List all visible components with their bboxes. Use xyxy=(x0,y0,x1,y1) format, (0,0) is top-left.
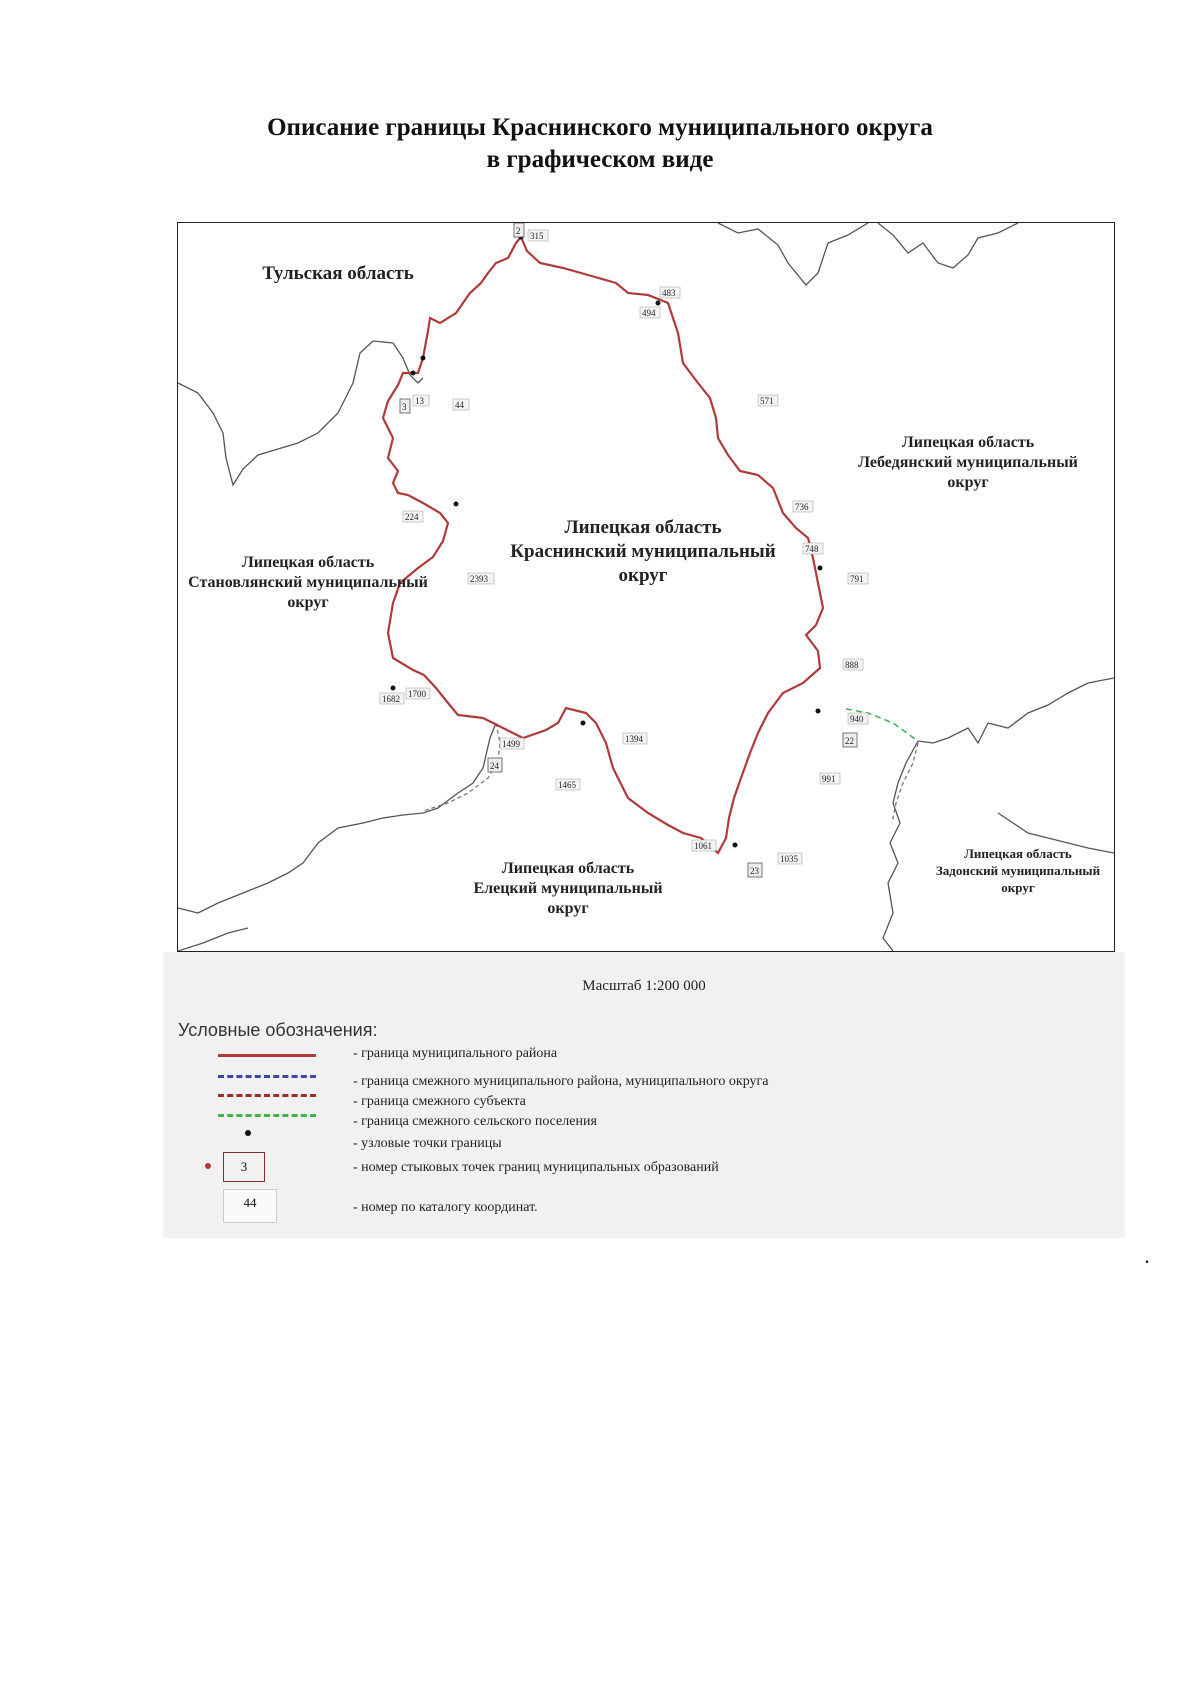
catalog-label xyxy=(380,693,404,704)
region-line: округ xyxy=(287,594,329,611)
legend-symbol-municipal-border xyxy=(218,1054,316,1057)
svg-text:315: 315 xyxy=(530,231,544,241)
svg-text:571: 571 xyxy=(760,396,774,406)
base-line-south-2 xyxy=(178,928,248,951)
page-title xyxy=(0,112,1200,176)
svg-text:1700: 1700 xyxy=(408,689,426,699)
legend-symbol-node-point xyxy=(245,1130,251,1136)
catalog-label xyxy=(848,713,868,724)
node-point xyxy=(391,686,396,691)
svg-text:940: 940 xyxy=(850,714,864,724)
catalog-label xyxy=(528,230,548,241)
svg-text:1499: 1499 xyxy=(502,739,520,749)
sample-junction-number: 3 xyxy=(240,1159,248,1174)
trailing-mark: . xyxy=(1145,1250,1149,1267)
legend-symbol-adjacent-district xyxy=(218,1075,316,1078)
svg-text:888: 888 xyxy=(845,660,859,670)
title-line-2: в графическом виде xyxy=(486,146,714,173)
legend-symbol-catalog-box xyxy=(223,1189,277,1223)
catalog-label xyxy=(500,738,524,749)
svg-text:494: 494 xyxy=(642,308,656,318)
region-line: округ xyxy=(547,900,589,917)
base-line-east-1 xyxy=(918,678,1114,743)
base-line-east-2 xyxy=(883,741,918,951)
svg-text:224: 224 xyxy=(405,512,419,522)
region-line: Лебедянский муниципальный xyxy=(858,454,1078,471)
node-point xyxy=(581,721,586,726)
svg-text:791: 791 xyxy=(850,574,864,584)
legend-item-municipal-border: - граница муниципального района xyxy=(353,1046,558,1061)
svg-text:748: 748 xyxy=(805,544,819,554)
region-line: округ xyxy=(1001,880,1035,895)
catalog-label xyxy=(848,573,868,584)
catalog-label xyxy=(413,395,429,406)
region-label-zadonsk xyxy=(918,845,1115,896)
svg-text:13: 13 xyxy=(415,396,424,406)
junction-label: 3 xyxy=(402,402,407,412)
catalog-label xyxy=(692,840,716,851)
region-name: Тульская область xyxy=(262,263,414,284)
svg-text:1394: 1394 xyxy=(625,734,643,744)
title-line-1: Описание границы Краснинского муниципального округа xyxy=(267,114,933,141)
node-point xyxy=(816,709,821,714)
legend-symbol-adjacent-subject xyxy=(218,1094,316,1097)
legend-panel xyxy=(163,952,1125,1238)
region-line: Липецкая область xyxy=(241,554,375,571)
base-line-west-2 xyxy=(393,343,423,383)
region-line: Елецкий муниципальный xyxy=(473,880,663,897)
base-line-north-2 xyxy=(878,223,1018,268)
svg-text:1061: 1061 xyxy=(694,841,712,851)
legend-item-node-point: - узловые точки границы xyxy=(353,1136,502,1151)
catalog-label xyxy=(843,659,863,670)
catalog-label xyxy=(778,853,802,864)
region-label-stanovoe xyxy=(183,553,433,613)
region-label-krasnoe xyxy=(483,516,803,588)
catalog-label xyxy=(640,307,660,318)
catalog-label xyxy=(406,688,430,699)
region-line: Липецкая область xyxy=(901,434,1035,451)
region-line: Липецкая область xyxy=(964,846,1072,861)
base-line-north-1 xyxy=(718,223,868,285)
svg-text:991: 991 xyxy=(822,774,836,784)
catalog-label xyxy=(453,399,469,410)
region-line: Липецкая область xyxy=(501,860,635,877)
catalog-label xyxy=(660,287,680,298)
legend-item-adjacent-subject: - граница смежного субъекта xyxy=(353,1094,526,1109)
legend-symbol-junction-box xyxy=(223,1152,265,1182)
legend-item-adjacent-district: - граница смежного муниципального района, муниципального округа xyxy=(353,1074,769,1089)
legend-symbol-junction-dot xyxy=(205,1163,211,1169)
legend-item-junction-number: - номер стыковых точек границ муниципальных образований xyxy=(353,1160,719,1175)
node-point xyxy=(421,356,426,361)
junction-label: 22 xyxy=(845,736,854,746)
node-point xyxy=(818,566,823,571)
svg-text:44: 44 xyxy=(455,400,464,410)
catalog-label xyxy=(820,773,840,784)
node-point xyxy=(454,502,459,507)
svg-text:736: 736 xyxy=(795,502,809,512)
junction-label: 24 xyxy=(490,761,499,771)
legend-item-adjacent-settlement: - граница смежного сельского поселения xyxy=(353,1114,597,1129)
region-line: Липецкая область xyxy=(564,517,722,538)
node-point xyxy=(411,371,416,376)
svg-text:1035: 1035 xyxy=(780,854,798,864)
svg-text:2393: 2393 xyxy=(470,574,488,584)
catalog-label xyxy=(793,501,813,512)
catalog-label xyxy=(623,733,647,744)
region-line: Становлянский муниципальный xyxy=(188,574,428,591)
sample-catalog-number: 44 xyxy=(243,1195,257,1210)
catalog-label xyxy=(556,779,580,790)
legend-title: Условные обозначения: xyxy=(178,1020,378,1040)
legend-symbol-adjacent-settlement xyxy=(218,1114,316,1117)
region-label-elets xyxy=(448,859,688,919)
svg-text:483: 483 xyxy=(662,288,676,298)
catalog-label xyxy=(758,395,778,406)
node-point xyxy=(733,843,738,848)
region-line: округ xyxy=(947,474,989,491)
region-line: Краснинский муниципальный xyxy=(510,541,776,562)
region-line: округ xyxy=(618,565,668,586)
boundary-map xyxy=(177,222,1115,952)
region-line: Задонский муниципальный xyxy=(935,863,1101,878)
base-line-west-1 xyxy=(178,341,393,485)
catalog-label xyxy=(803,543,823,554)
svg-text:1682: 1682 xyxy=(382,694,400,704)
region-label-lebedyan xyxy=(838,433,1098,493)
node-point xyxy=(656,301,661,306)
junction-label: 23 xyxy=(750,866,759,876)
catalog-label xyxy=(403,511,423,522)
map-scale: Масштаб 1:200 000 xyxy=(582,978,706,994)
legend-item-catalog-number: - номер по каталогу координат. xyxy=(353,1200,538,1215)
region-label-tula xyxy=(248,263,428,285)
junction-label: 2 xyxy=(516,226,521,236)
svg-text:1465: 1465 xyxy=(558,780,576,790)
